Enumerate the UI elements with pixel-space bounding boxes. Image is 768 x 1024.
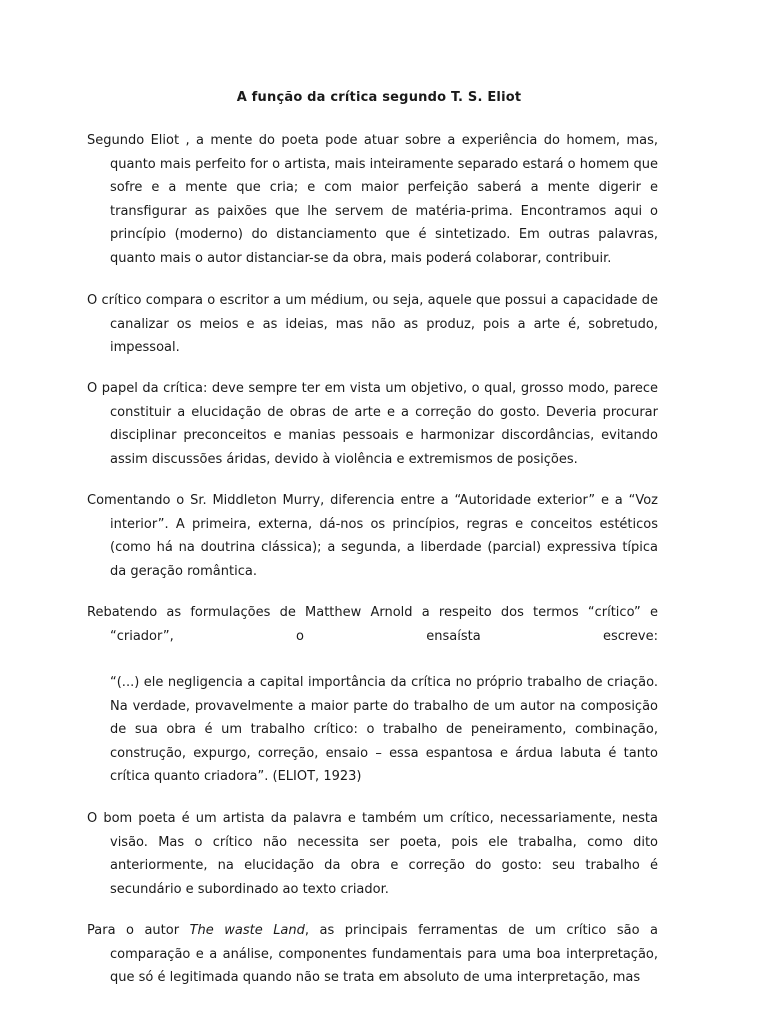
paragraph-papel-critica: O papel da crítica: deve sempre ter em vista um objetivo, o qual, grosso modo, parece constituir a elucidação de obras de arte e a correção do gosto. Deveria procurar disciplinar preconceitos e manias pessoais e harmonizar discordâncias, evitando assim discussões áridas, devido à violência e extremismos de posições. (87, 381, 658, 467)
paragraph-matthew-arnold: Rebatendo as formulações de Matthew Arnold a respeito dos termos “crítico” e “criador”, o ensaísta escreve: (87, 605, 658, 644)
paragraph-distanciamento: Segundo Eliot , a mente do poeta pode atuar sobre a experiência do homem, mas, quanto mais perfeito for o artista, mais inteiramente separado estará o homem que sofre e a mente que cria; e com maior perfeição saberá a mente digerir e transfigurar as paixões que lhe servem de matéria-prima. Encontramos aqui o princípio (moderno) do distanciamento que é sintetizado. Em outras palavras, quanto mais o autor distanciar-se da obra, mais poderá colaborar, contribuir. (87, 133, 658, 266)
text-segment: , as principais ferramentas de um crítico são a comparação e a análise, componentes fundamentais para uma boa interpretação, que só é legitimada quando não se trata em absoluto de uma interpretação, mas (110, 923, 658, 986)
paragraph-middleton-murry: Comentando o Sr. Middleton Murry, diferencia entre a “Autoridade exterior” e a “Voz interior”. A primeira, externa, dá-nos os princípios, regras e conceitos estéticos (como há na doutrina clássica); a segunda, a liberdade (parcial) expressiva típica da geração romântica. (87, 493, 658, 579)
document-title: A função da crítica segundo T. S. Eliot (236, 90, 522, 105)
block-quote-eliot: “(...) ele negligencia a capital importância da crítica no próprio trabalho de criação. Na verdade, provavelmente a maior parte do trabalho de um autor na composição de sua obra é um trabalho crítico: o trabalho de peneiramento, combinação, construção, expurgo, correção, ensaio – essa espantosa e árdua labuta é tanto crítica quanto criadora”. (ELIOT, 1923) (110, 675, 658, 785)
paragraph-medium: O crítico compara o escritor a um médium, ou seja, aquele que possui a capacidade de canalizar os meios e as ideias, mas não as produz, pois a arte é, sobretudo, impessoal. (87, 293, 658, 356)
book-title-italic: The waste Land (189, 923, 305, 938)
text-segment: Para o autor (87, 923, 190, 938)
paragraph-waste-land (87, 919, 658, 990)
paragraph-bom-poeta: O bom poeta é um artista da palavra e também um crítico, necessariamente, nesta visão. Mas o crítico não necessita ser poeta, pois ele trabalha, como dito anteriormente, na elucidação da obra e correção do gosto: seu trabalho é secundário e subordinado ao texto criador. (87, 811, 658, 897)
